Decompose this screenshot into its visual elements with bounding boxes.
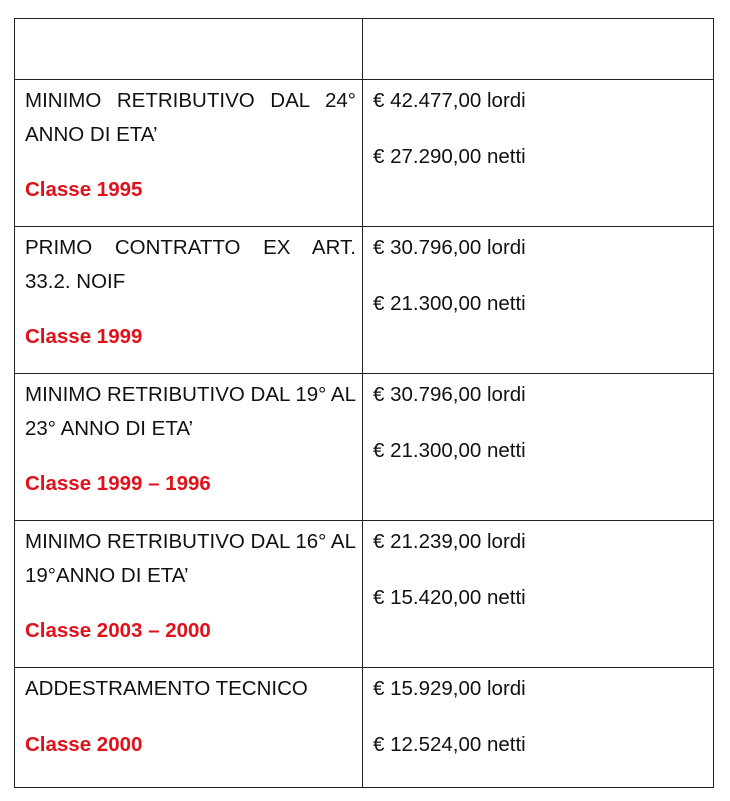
description-cell: [15, 521, 363, 668]
gross-amount: € 21.239,00 lordi: [373, 530, 526, 553]
row-description: PRIMO CONTRATTO EX ART. 33.2. NOIF: [25, 236, 356, 293]
gross-amount: € 15.929,00 lordi: [373, 677, 526, 700]
description-cell: [15, 227, 363, 374]
row-description: MINIMO RETRIBUTIVO DAL 16° AL 19°ANNO DI ETA’: [25, 530, 356, 587]
header-cell-2: [363, 19, 714, 80]
gross-amount: € 30.796,00 lordi: [373, 383, 526, 406]
row-description: MINIMO RETRIBUTIVO DAL 19° AL 23° ANNO DI ETA’: [25, 383, 356, 440]
net-amount: € 27.290,00 netti: [373, 145, 526, 168]
class-label: Classe 1995: [25, 178, 143, 201]
class-label: Classe 1999 – 1996: [25, 472, 211, 495]
gross-amount: € 42.477,00 lordi: [373, 89, 526, 112]
gross-amount: € 30.796,00 lordi: [373, 236, 526, 259]
description-cell: [15, 80, 363, 227]
table-row: [15, 374, 714, 521]
net-amount: € 21.300,00 netti: [373, 439, 526, 462]
net-amount: € 12.524,00 netti: [373, 733, 526, 756]
class-label: Classe 2003 – 2000: [25, 619, 211, 642]
amount-cell: [363, 374, 714, 521]
description-cell: [15, 668, 363, 788]
table-row: [15, 80, 714, 227]
row-description: MINIMO RETRIBUTIVO DAL 24° ANNO DI ETA’: [25, 89, 356, 146]
class-label: Classe 1999: [25, 325, 143, 348]
table-row: [15, 227, 714, 374]
amount-cell: [363, 668, 714, 788]
table-row: [15, 668, 714, 788]
net-amount: € 21.300,00 netti: [373, 292, 526, 315]
description-cell: [15, 374, 363, 521]
row-description: ADDESTRAMENTO TECNICO: [25, 677, 308, 700]
amount-cell: [363, 521, 714, 668]
amount-cell: [363, 227, 714, 374]
amount-cell: [363, 80, 714, 227]
header-cell-1: [15, 19, 363, 80]
table-header-row: [15, 19, 714, 80]
net-amount: € 15.420,00 netti: [373, 586, 526, 609]
table-row: [15, 521, 714, 668]
class-label: Classe 2000: [25, 733, 143, 756]
salary-table: [14, 18, 714, 788]
